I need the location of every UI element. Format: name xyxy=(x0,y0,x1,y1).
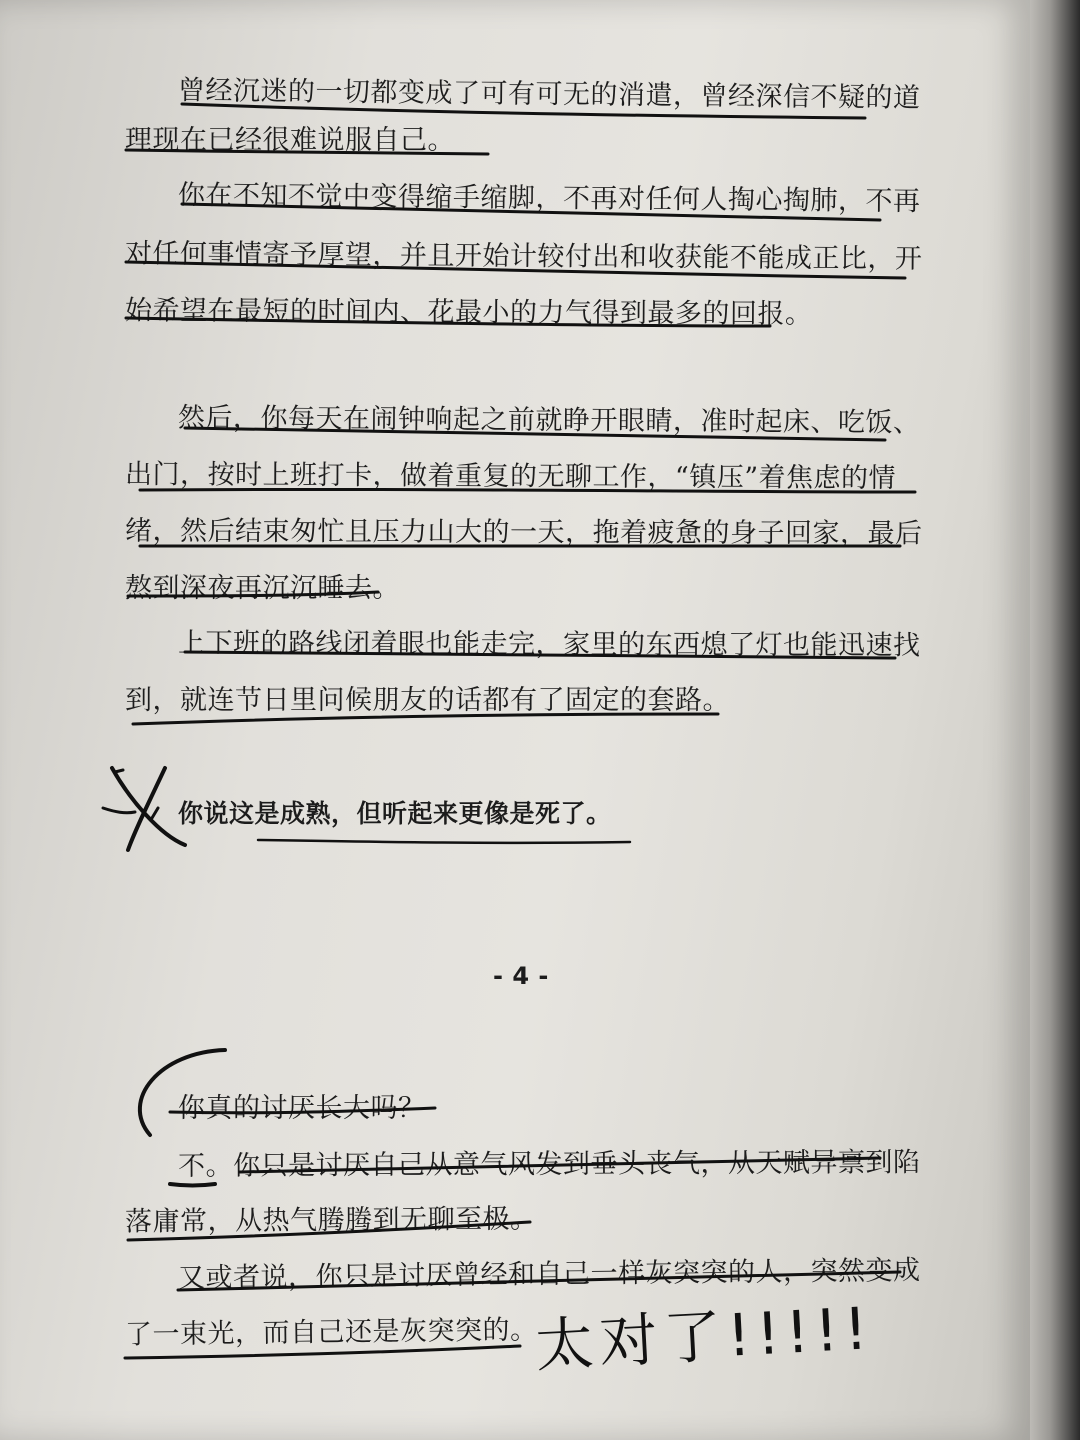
text-line: 了一束光，而自己还是灰突突的。 xyxy=(124,1314,538,1351)
text-line: 出门，按时上班打卡，做着重复的无聊工作，“镇压”着焦虑的情 xyxy=(124,458,897,495)
page-edge xyxy=(1030,0,1080,1440)
text-line: 你在不知不觉中变得缩手缩脚，不再对任何人掏心掏肺，不再 xyxy=(177,179,921,218)
text-line: 始希望在最短的时间内、花最小的力气得到最多的回报。 xyxy=(124,295,813,330)
text-line: 理现在已经很难说服自己。 xyxy=(125,125,455,156)
text-line: 绪，然后结束匆忙且压力山大的一天，拖着疲惫的身子回家，最后 xyxy=(124,515,923,550)
page-number: - 4 - xyxy=(493,962,549,990)
text-line: 不。你只是讨厌自己从意气风发到垂头丧气，从天赋异禀到陷 xyxy=(177,1147,921,1182)
text-line: 到，就连节日里问候朋友的话都有了固定的套路。 xyxy=(125,685,730,716)
text-line: 上下班的路线闭着眼也能走完，家里的东西熄了灯也能迅速找 xyxy=(177,627,921,662)
text-line: 然后，你每天在闹钟响起之前就睁开眼睛，准时起床、吃饭、 xyxy=(177,402,921,439)
text-line: 又或者说，你只是讨厌曾经和自己一样灰突突的人，突然变成 xyxy=(177,1255,921,1294)
text-line: 你真的讨厌长大吗？ xyxy=(178,1093,426,1124)
handwritten-note: 太对了!!!!! xyxy=(533,1294,876,1380)
text-line: 熬到深夜再沉沉睡去。 xyxy=(125,573,400,604)
text-line: 对任何事情寄予厚望，并且开始计较付出和收获能不能成正比，开 xyxy=(124,238,923,275)
emphasis-line: 你说这是成熟，但听起来更像是死了。 xyxy=(178,799,612,828)
text-line: 落庸常，从热气腾腾到无聊至极。 xyxy=(124,1203,538,1238)
text-line: 曾经沉迷的一切都变成了可有可无的消遣，曾经深信不疑的道 xyxy=(177,75,921,114)
